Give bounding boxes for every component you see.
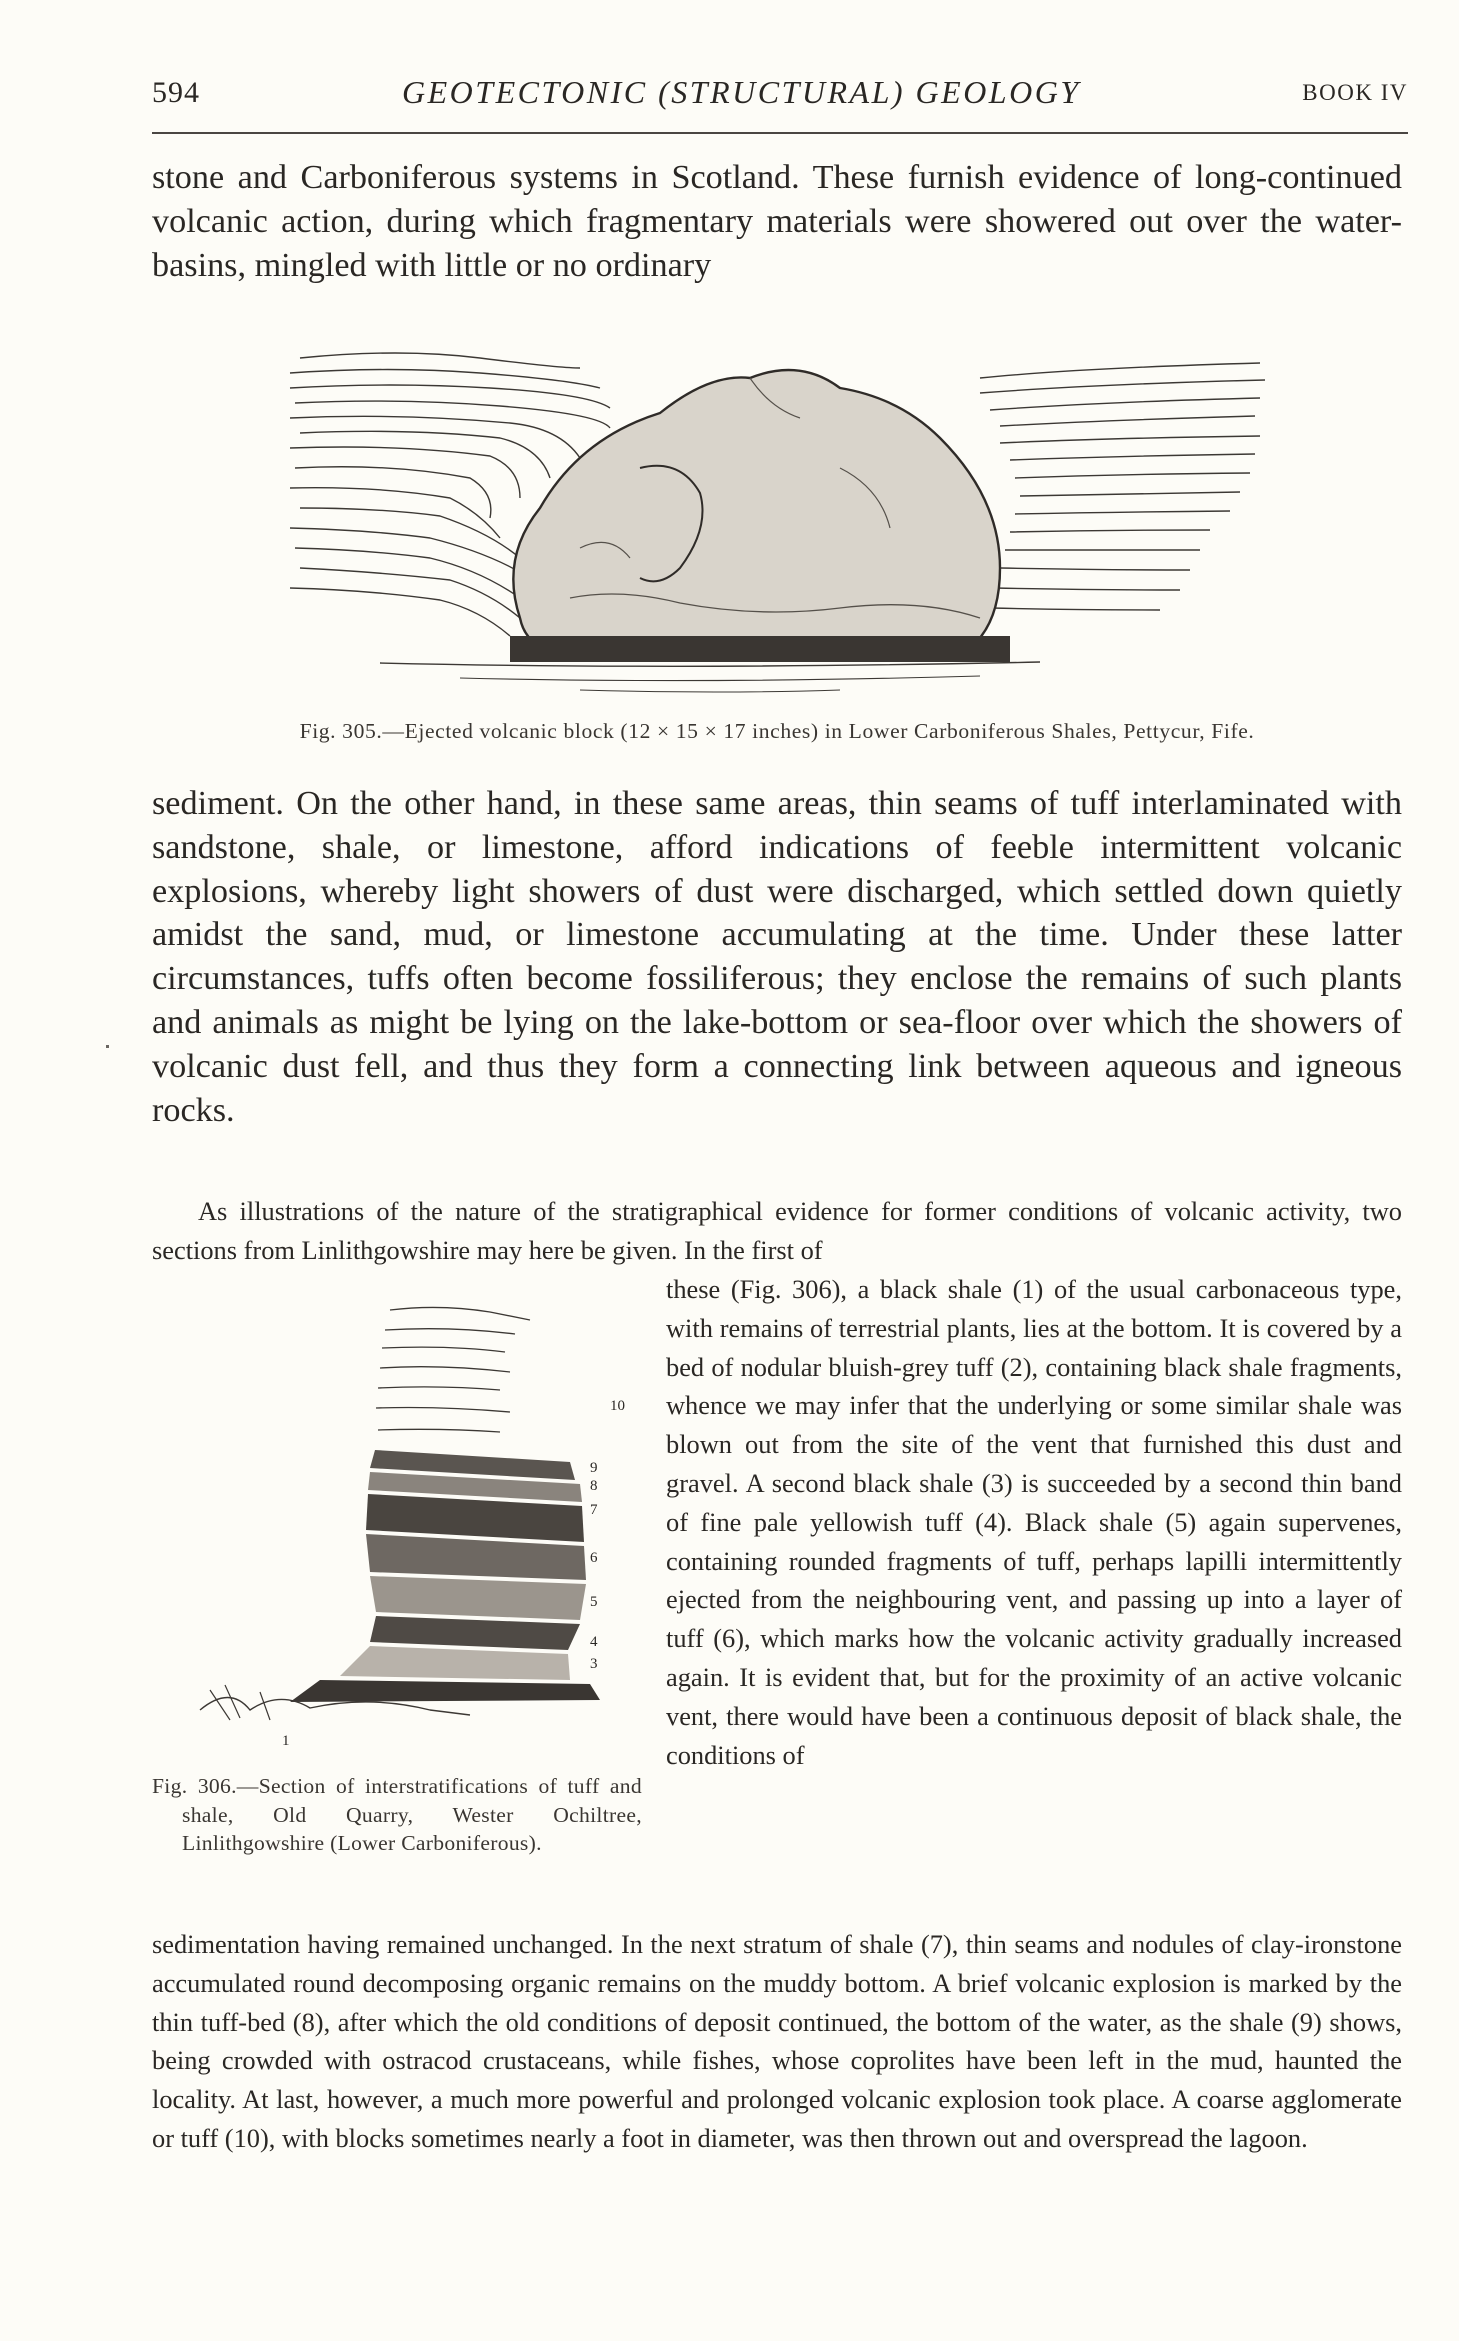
paragraph-1-text: stone and Carboniferous systems in Scotland. These furnish evidence of long-continued volcanic action, during which fragmentary materials were showered out over the water-basins, mingled with little or no ordinary: [152, 159, 1402, 284]
figure-306-caption: [152, 1772, 642, 1858]
layer-label-4: 4: [590, 1634, 598, 1650]
layer-label-7: 7: [590, 1502, 598, 1518]
paragraph-1: [152, 156, 1402, 287]
paragraph-2: [152, 782, 1402, 1132]
volcanic-block-engraving: [280, 318, 1270, 698]
paragraph-3-beside-figure: these (Fig. 306), a black shale (1) of the usual carbonaceous type, with remains of terrestrial plants, lies at the bottom. It is covered by a bed of nodular bluish-grey tuff (2), containing black shale fragments, whence we may infer that the underlying or some similar shale was blown out from the site of the vent that furnished this dust and gravel. A second black shale (3) is succeeded by a second thin band of fine pale yellowish tuff (4). Black shale (5) again supervenes, containing rounded fragments of tuff, perhaps lapilli intermittently ejected from the neighbouring vent, and passing up into a layer of tuff (6), which marks how the volcanic activity gradually increased again. It is evident that, but for the proximity of an active volcanic vent, there would have been a continuous deposit of black shale, the conditions of: [666, 1274, 1402, 1770]
shale-layer: [290, 1680, 600, 1702]
running-title: GEOTECTONIC (STRUCTURAL) GEOLOGY: [402, 74, 1081, 110]
shale-layer: [366, 1494, 584, 1542]
paragraph-3-continuation: sedimentation having remained unchanged. In the next stratum of shale (7), thin seams and nodules of clay-ironstone accumulated round decomposing organic remains on the muddy bottom. A brief volcanic explosion is marked by the thin tuff-bed (8), after which the old conditions of deposit continued, the bottom of the water, as the shale (9) shows, being crowded with ostracod crustaceans, while fishes, whose coprolites have been left in the mud, haunted the locality. At last, however, a much more powerful and prolonged volcanic explosion took place. A coarse agglomerate or tuff (10), with blocks sometimes nearly a foot in diameter, was then thrown out and overspread the lagoon.: [152, 1929, 1402, 2153]
layer-label-1: 1: [282, 1733, 290, 1749]
margin-mark: [106, 1045, 109, 1048]
layer-label-9: 9: [590, 1460, 598, 1476]
shale-layer: [370, 1616, 580, 1650]
layer-label-10: 10: [610, 1398, 625, 1414]
layer-label-5: 5: [590, 1594, 598, 1610]
layer-label-3: 3: [590, 1656, 598, 1672]
running-header: [152, 68, 1408, 112]
tuff-layer: [340, 1646, 570, 1680]
strata-section-engraving: [170, 1290, 640, 1760]
figure-305-caption: Fig. 305.—Ejected volcanic block (12 × 15 × 17 inches) in Lower Carboniferous Shales, Pettycur, Fife.: [299, 719, 1255, 743]
layer-label-6: 6: [590, 1550, 598, 1566]
volcanic-block: [513, 370, 1000, 650]
tuff-layer: [370, 1576, 586, 1620]
figure-306-caption-text: Fig. 306.—Section of interstratifications of tuff and shale, Old Quarry, Wester Ochiltree, Linlithgowshire (Lower Carboniferous).: [152, 1774, 642, 1855]
block-shadow: [510, 636, 1010, 662]
page-number: 594: [152, 76, 200, 109]
figure-305-illustration: [280, 318, 1270, 698]
header-rule: [152, 132, 1408, 134]
paragraph-2-text: sediment. On the other hand, in these same areas, thin seams of tuff interlaminated with sandstone, shale, or limestone, afford indications of feeble intermittent volcanic explosions, whereby light showers of dust were discharged, which settled down quietly amidst the sand, mud, or limestone accumulating at the time. Under these latter circumstances, tuffs often become fossiliferous; they enclose the remains of such plants and animals as might be lying on the lake-bottom or sea-floor over which the showers of volcanic dust fell, and thus they form a connecting link between aqueous and igneous rocks.: [152, 785, 1402, 1129]
paragraph-3-lead: As illustrations of the nature of the stratigraphical evidence for former conditions of volcanic activity, two sections from Linlithgowshire may here be given. In the first of: [152, 1196, 1402, 1265]
book-label: BOOK IV: [1302, 80, 1408, 105]
shale-layer: [366, 1534, 586, 1580]
layer-label-8: 8: [590, 1478, 598, 1494]
figure-306-illustration: [170, 1290, 640, 1760]
